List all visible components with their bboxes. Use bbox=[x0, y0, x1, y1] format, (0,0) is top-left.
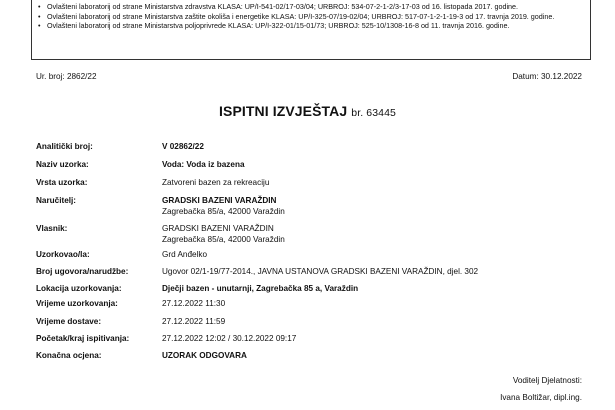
client-name: GRADSKI BAZENI VARAŽDIN bbox=[162, 196, 277, 205]
field-label: Konačna ocjena: bbox=[36, 351, 102, 360]
field-label: Analitički broj: bbox=[36, 142, 93, 151]
report-date: Datum: 30.12.2022 bbox=[512, 72, 582, 81]
field-value: V 02862/22 bbox=[162, 142, 204, 151]
signature-name: Ivana Boltižar, dipl.ing. bbox=[500, 393, 582, 402]
field-value: Ugovor 02/1-19/77-2014., JAVNA USTANOVA GRADSKI BAZENI VARAŽDIN, djel. 302 bbox=[162, 267, 479, 276]
field-value: 27.12.2022 12:02 / 30.12.2022 09:17 bbox=[162, 334, 297, 343]
field-value: Zatvoreni bazen za rekreaciju bbox=[162, 178, 270, 187]
accreditation-list bbox=[38, 2, 590, 31]
field-value: 27.12.2022 11:59 bbox=[162, 317, 226, 326]
field-label: Uzorkovao/la: bbox=[36, 250, 90, 259]
field-value bbox=[162, 224, 602, 245]
field-label: Lokacija uzorkovanja: bbox=[36, 284, 122, 293]
signature-role: Voditelj Djelatnosti: bbox=[512, 376, 582, 385]
field-label: Vlasnik: bbox=[36, 224, 68, 233]
field-value: Voda: Voda iz bazena bbox=[162, 160, 245, 169]
field-label: Vrijeme uzorkovanja: bbox=[36, 299, 118, 308]
reference-number: Ur. broj: 2862/22 bbox=[36, 72, 97, 81]
field-value bbox=[162, 196, 602, 217]
field-label: Vrsta uzorka: bbox=[36, 178, 88, 187]
client-address: Zagrebačka 85/a, 42000 Varaždin bbox=[162, 206, 285, 216]
field-label: Početak/kraj ispitivanja: bbox=[36, 334, 130, 343]
field-value: Dječji bazen - unutarnji, Zagrebačka 85 a, Varaždin bbox=[162, 284, 359, 293]
accreditation-item: • Ovlašteni laboratorij od strane Ministarstva poljoprivrede KLASA: UP/I-322-01/15-01/73; URBROJ: 525-10/1308-16-8 od 11. travnja 2016. godine. bbox=[38, 21, 590, 31]
report-title-number: br. 63445 bbox=[351, 107, 396, 119]
field-value: Grd Anđelko bbox=[162, 250, 208, 259]
accreditation-item: • Ovlašteni laboratorij od strane Ministarstva zaštite okoliša i energetike KLASA: UP/I-325-07/19-02/04; URBROJ: 517-07-1-2-1-19-3 od 17. travnja 2019. godine. bbox=[38, 12, 590, 22]
field-label: Vrijeme dostave: bbox=[36, 317, 102, 326]
owner-address: Zagrebačka 85/a, 42000 Varaždin bbox=[162, 234, 285, 244]
field-label: Broj ugovora/narudžbe: bbox=[36, 267, 129, 276]
field-label: Naručitelj: bbox=[36, 196, 77, 205]
owner-name: GRADSKI BAZENI VARAŽDIN bbox=[162, 224, 274, 233]
field-value: UZORAK ODGOVARA bbox=[162, 351, 247, 360]
accreditation-item: • Ovlašteni laboratorij od strane Ministarstva zdravstva KLASA: UP/I-541-02/17-03/04; URBROJ: 534-07-2-1-2/3-17-03 od 16. listopada 2017. godine. bbox=[38, 2, 590, 12]
field-value: 27.12.2022 11:30 bbox=[162, 299, 226, 308]
report-title bbox=[0, 103, 615, 119]
field-label: Naziv uzorka: bbox=[36, 160, 89, 169]
report-title-main: ISPITNI IZVJEŠTAJ bbox=[219, 103, 348, 119]
